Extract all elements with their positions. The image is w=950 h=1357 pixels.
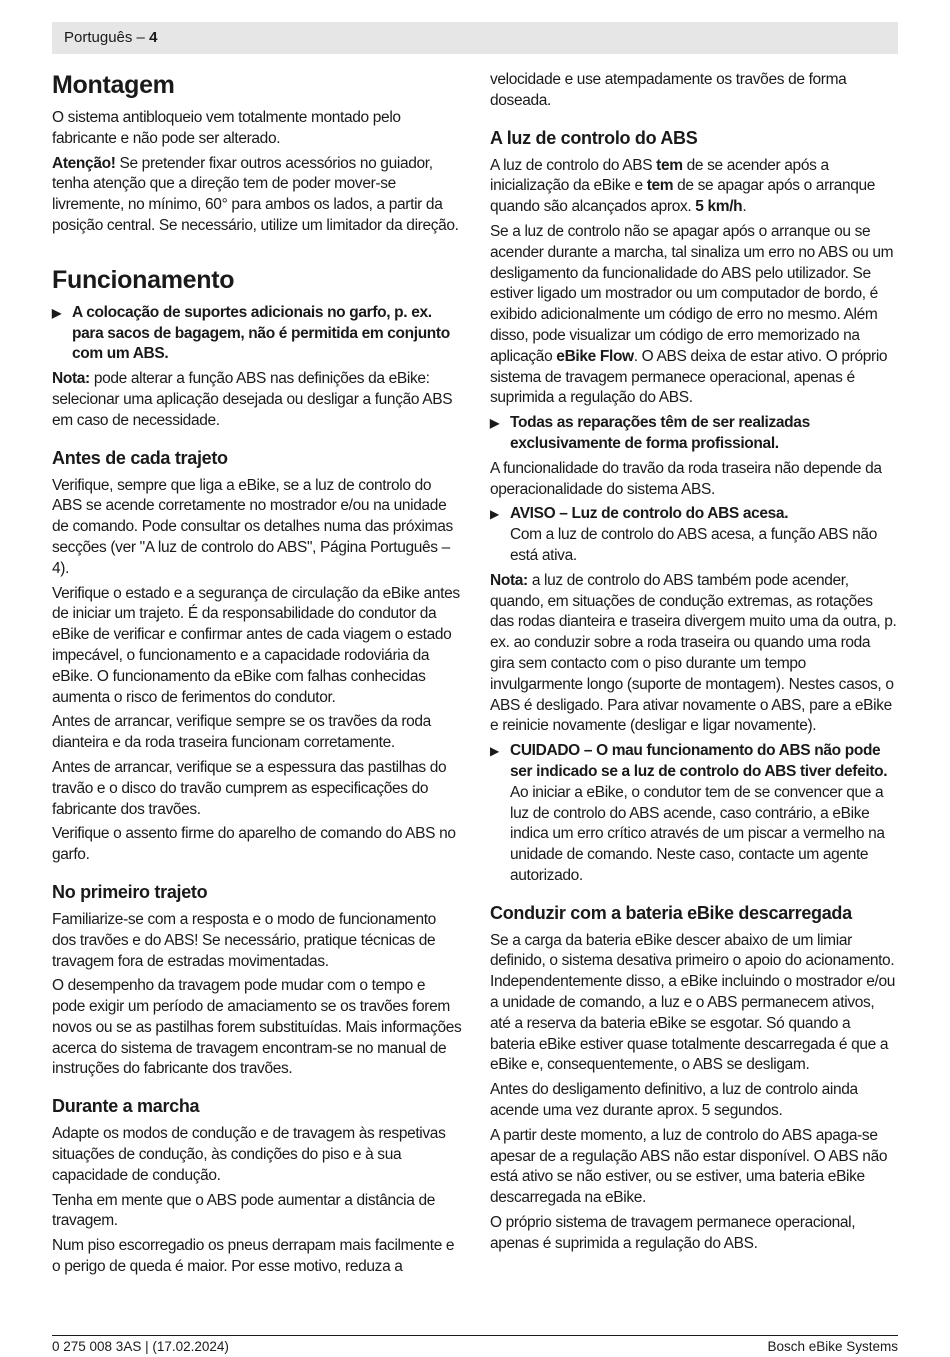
luz-p1-e: de se apagar após o arranque quando são alcançados aprox. (490, 177, 876, 216)
page-header (52, 22, 898, 54)
attention-label: Atenção! (52, 154, 116, 172)
antes-paragraph-5: Verifique o assento firme do aparelho de comando do ABS no garfo. (52, 825, 456, 864)
luz-p1-speed: 5 km/h (695, 198, 743, 216)
bullet-aviso (490, 504, 898, 566)
section-title-montagem: Montagem (52, 71, 175, 99)
header-page-number: 4 (149, 29, 158, 46)
luz-p1-g: . (742, 198, 747, 216)
luz-p1-b: tem (656, 156, 683, 174)
luz-paragraph-1 (490, 156, 898, 218)
bullet-aviso-text: Com a luz de controlo do ABS acesa, a função ABS não está ativa. (510, 526, 877, 564)
luz-p2-app-name: eBike Flow (556, 347, 634, 365)
primeiro-paragraph-1: Familiarize-se com a resposta e o modo de funcionamento dos travões e do ABS! Se necessário, pratique técnicas de travagem fora de estradas movimentadas. (52, 910, 436, 970)
luz-note-text: a luz de controlo do ABS também pode acender, quando, em situações de condução extremas, as rotações das rodas dianteira e traseira divergem muito uma da outra, p. ex. ao conduzir sobre a roda traseira ou quando uma roda gira sem contacto com o piso durante um tempo invulgarmente longo (suporte de montagem). Nestes casos, o ABS é desligado. Para ativar novamente o ABS, pare a eBike e reinicie novamente (desligar e ligar novamente). (490, 571, 897, 735)
bullet-reparacoes-text: Todas as reparações têm de ser realizadas exclusivamente de forma profissional. (510, 414, 810, 452)
triangle-bullet-icon: ▶ (490, 744, 499, 759)
luz-p2-c: . O ABS deixa de estar ativo. O próprio sistema de travagem permanece operacional, apenas é suprimida a regulação do ABS. (490, 347, 888, 407)
warning-bullet-garfo (52, 303, 462, 365)
section-title-funcionamento: Funcionamento (52, 265, 235, 294)
antes-paragraph-3: Antes de arrancar, verifique sempre se os travões da roda dianteira e da roda traseira funcionam corretamente. (52, 713, 431, 752)
triangle-bullet-icon: ▶ (490, 416, 499, 431)
header-language: Português (64, 29, 133, 46)
montagem-attention-paragraph (52, 154, 462, 237)
funcionamento-note (52, 369, 462, 431)
footer-divider (52, 1335, 898, 1336)
subsection-title-luz: A luz de controlo do ABS (490, 127, 698, 148)
right-column (490, 70, 898, 1259)
luz-paragraph-2 (490, 222, 898, 409)
durante-paragraph-3: Num piso escorregadio os pneus derrapam mais facilmente e o perigo de queda é maior. Por esse motivo, reduza a (52, 1237, 455, 1276)
subsection-title-antes: Antes de cada trajeto (52, 447, 228, 468)
durante-paragraph-1: Adapte os modos de condução e de travagem às respetivas situações de condução, às condições do piso e à sua capacidade de condução. (52, 1125, 446, 1184)
triangle-bullet-icon: ▶ (490, 507, 499, 522)
luz-p2-a: Se a luz de controlo não se apagar após o arranque ou se acender durante a marcha, tal sinaliza um erro no ABS ou um desligamento da funcionalidade do ABS pelo utilizador. Se estiver ligado um mostrador ou um computador de bordo, é exibido adicionalmente um código de erro no mesmo. Além disso, pode visualizar um código de erro memorizado na aplicação (490, 222, 894, 365)
warning-text: A colocação de suportes adicionais no garfo, p. ex. para sacos de bagagem, não é permitida em conjunto com um ABS. (72, 303, 450, 363)
left-column (52, 70, 462, 1282)
header-separator: – (132, 29, 150, 46)
primeiro-paragraph-2: O desempenho da travagem pode mudar com o tempo e pode exigir um período de amaciamento se os travões forem novos ou se as pastilhas forem substituídas. Mais informações acerca do sistema de travagem encontram-se no manual de instruções do fabricante dos travões. (52, 977, 462, 1078)
antes-paragraph-2: Verifique o estado e a segurança de circulação da eBike antes de iniciar um trajeto. É da responsabilidade do condutor da eBike de verificar e confirmar antes de cada viagem o estado impecável, o funcionamento e a capacidade rodoviária da eBike. O funcionamento da eBike com falhas conhecidas aumenta o risco de ferimentos do condutor. (52, 584, 460, 706)
bullet-cuidado-title: CUIDADO – O mau funcionamento do ABS não pode ser indicado se a luz de controlo do ABS tiver defeito. (510, 742, 888, 780)
antes-paragraph-1: Verifique, sempre que liga a eBike, se a luz de controlo do ABS se acende corretamente no mostrador e/ou na unidade de comando. Pode consultar os detalhes numa das próximas secções (ver "A luz de controlo do ABS", Página Português – 4). (52, 476, 453, 577)
continued-paragraph: velocidade e use atempadamente os travões de forma doseada. (490, 71, 847, 109)
luz-paragraph-3: A funcionalidade do travão da roda traseira não depende da operacionalidade do sistema ABS. (490, 459, 882, 498)
note-label: Nota: (52, 370, 90, 388)
bullet-cuidado-text: Ao iniciar a eBike, o condutor tem de se convencer que a luz de controlo do ABS acende, caso contrário, a eBike indica um erro crítico através de um piscar a vermelho na unidade de comando. Neste caso, contacte um agente autorizado. (510, 783, 885, 884)
triangle-bullet-icon: ▶ (52, 305, 61, 320)
subsection-title-primeiro: No primeiro trajeto (52, 881, 208, 902)
bullet-cuidado (490, 741, 898, 887)
subsection-title-durante: Durante a marcha (52, 1096, 200, 1117)
bateria-paragraph-2: Antes do desligamento definitivo, a luz de controlo ainda acende uma vez durante aprox. 5 segundos. (490, 1081, 858, 1120)
note-text: pode alterar a função ABS nas definições da eBike: selecionar uma aplicação desejada ou desligar a função ABS em caso de necessidade. (52, 370, 453, 429)
attention-text: Se pretender fixar outros acessórios no guiador, tenha atenção que a direção tem de poder mover-se livremente, no mínimo, 60° para ambos os lados, a partir da posição central. Se necessário, utilize um limitador da direção. (52, 154, 459, 234)
subsection-title-bateria: Conduzir com a bateria eBike descarregada (490, 902, 852, 923)
luz-p1-d: tem (646, 177, 674, 195)
antes-paragraph-4: Antes de arrancar, verifique se a espessura das pastilhas do travão e o disco do travão cumprem as especificações do fabricante dos travões. (52, 758, 447, 818)
luz-note (490, 571, 898, 737)
bateria-paragraph-4: O próprio sistema de travagem permanece operacional, apenas é suprimida a regulação do ABS. (490, 1214, 856, 1252)
luz-p1-c: de se acender após a inicialização da eBike e (490, 156, 829, 195)
montagem-paragraph-1: O sistema antibloqueio vem totalmente montado pelo fabricante e não pode ser alterado. (52, 109, 401, 147)
luz-p1-a: A luz de controlo do ABS (490, 156, 657, 174)
bullet-aviso-title: AVISO – Luz de controlo do ABS acesa. (510, 505, 789, 523)
bateria-paragraph-1: Se a carga da bateria eBike descer abaixo de um limiar definido, o sistema desativa primeiro o apoio do acionamento. Independentemente disso, a eBike incluindo o mostrador e/ou a unidade de comando, a luz e o ABS permanecem ativos, até a reserva da bateria eBike se esgotar. Só quando a bateria eBike estiver quase totalmente descarregada é que a eBike e, consequentemente, o ABS se desligam. (490, 931, 896, 1074)
bullet-reparacoes (490, 413, 898, 455)
footer-brand: Bosch eBike Systems (767, 1339, 898, 1354)
luz-note-label: Nota: (490, 571, 528, 589)
bateria-paragraph-3: A partir deste momento, a luz de controlo do ABS apaga-se apesar de a regulação ABS não estar disponível. O ABS não está ativo se não estiver, ou se estiver, uma bateria eBike descarregada na eBike. (490, 1126, 888, 1207)
footer-document-number: 0 275 008 3AS | (17.02.2024) (52, 1339, 229, 1354)
durante-paragraph-2: Tenha em mente que o ABS pode aumentar a distância de travagem. (52, 1191, 435, 1230)
